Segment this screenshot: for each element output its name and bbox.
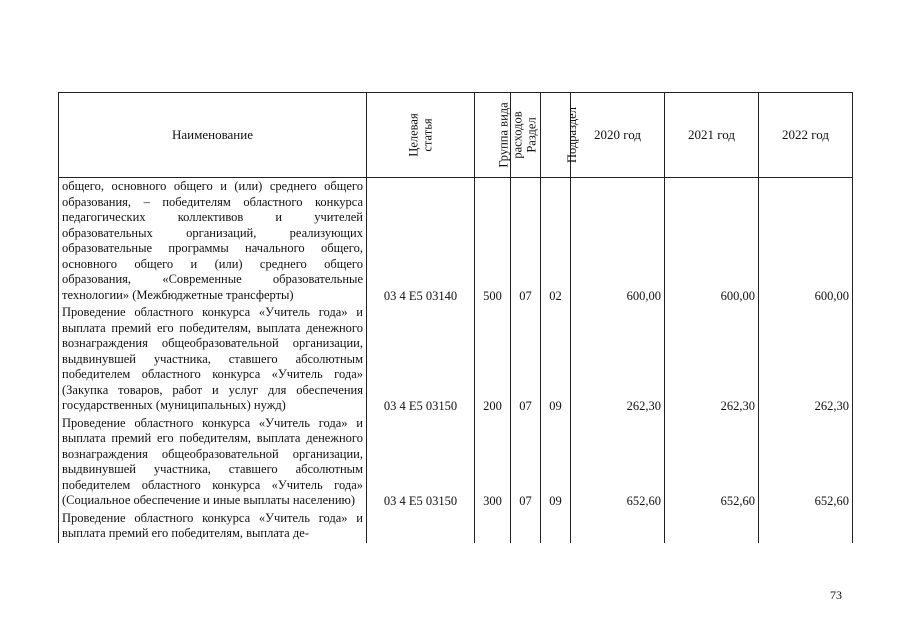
header-name: Наименование (59, 93, 367, 178)
table-row (59, 304, 853, 415)
page-number: 73 (830, 588, 842, 602)
table-row (59, 415, 853, 510)
row-section: 07 (511, 178, 541, 305)
budget-table (58, 92, 853, 543)
row-2022: 652,60 (759, 415, 853, 510)
row-section (511, 510, 541, 543)
row-2020: 600,00 (571, 178, 665, 305)
row-target: 03 4 E5 03150 (367, 415, 475, 510)
header-year-2022: 2022 год (759, 93, 853, 178)
header-year-2021: 2021 год (665, 93, 759, 178)
row-target: 03 4 E5 03140 (367, 178, 475, 305)
row-name: общего, основного общего и (или) среднего общего образования, – победителям областного конкурса педагогических коллективов и учителей образовательных организаций, реализующих образовательные программы начального общего, основного общего и (или) среднего общего образования, «Современные образовательные технологии» (Межбюджетные трансферты) (59, 178, 367, 305)
row-name: Проведение областного конкурса «Учитель года» и выплата премий его победителям, выплата де- (59, 510, 367, 543)
row-2022 (759, 510, 853, 543)
table-header-row (59, 93, 853, 178)
row-group: 300 (475, 415, 511, 510)
row-section: 07 (511, 304, 541, 415)
header-target-article: Целевая статья (367, 93, 475, 178)
table-row (59, 178, 853, 305)
row-name: Проведение областного конкурса «Учитель года» и выплата премий его победителям, выплата денежного вознаграждения общеобразовательной организации, выдвинувшей участника, ставшего абсолютным победителем областного конкурса «Учитель года» (Закупка товаров, работ и услуг для обеспечения государственных (муниципальных) нужд) (59, 304, 367, 415)
row-2021: 600,00 (665, 178, 759, 305)
row-name: Проведение областного конкурса «Учитель года» и выплата премий его победителям, выплата денежного вознаграждения общеобразовательной организации, выдвинувшей участника, ставшего абсолютным победителем областного конкурса «Учитель года» (Социальное обеспечение и иные выплаты населению) (59, 415, 367, 510)
row-2021: 652,60 (665, 415, 759, 510)
row-section: 07 (511, 415, 541, 510)
row-2022: 262,30 (759, 304, 853, 415)
row-group: 500 (475, 178, 511, 305)
row-2020: 262,30 (571, 304, 665, 415)
header-section: Раздел (511, 93, 541, 178)
row-target (367, 510, 475, 543)
row-group: 200 (475, 304, 511, 415)
row-subsection: 02 (541, 178, 571, 305)
row-target: 03 4 E5 03150 (367, 304, 475, 415)
row-2020: 652,60 (571, 415, 665, 510)
row-subsection (541, 510, 571, 543)
row-2022: 600,00 (759, 178, 853, 305)
table-row (59, 510, 853, 543)
row-subsection: 09 (541, 415, 571, 510)
row-subsection: 09 (541, 304, 571, 415)
row-group (475, 510, 511, 543)
row-2021: 262,30 (665, 304, 759, 415)
budget-table-sheet (58, 92, 852, 578)
row-2020 (571, 510, 665, 543)
row-2021 (665, 510, 759, 543)
header-year-2020: 2020 год (571, 93, 665, 178)
header-expense-group: Группа вида расходов (475, 93, 511, 178)
header-subsection: Подраздел (541, 93, 571, 178)
